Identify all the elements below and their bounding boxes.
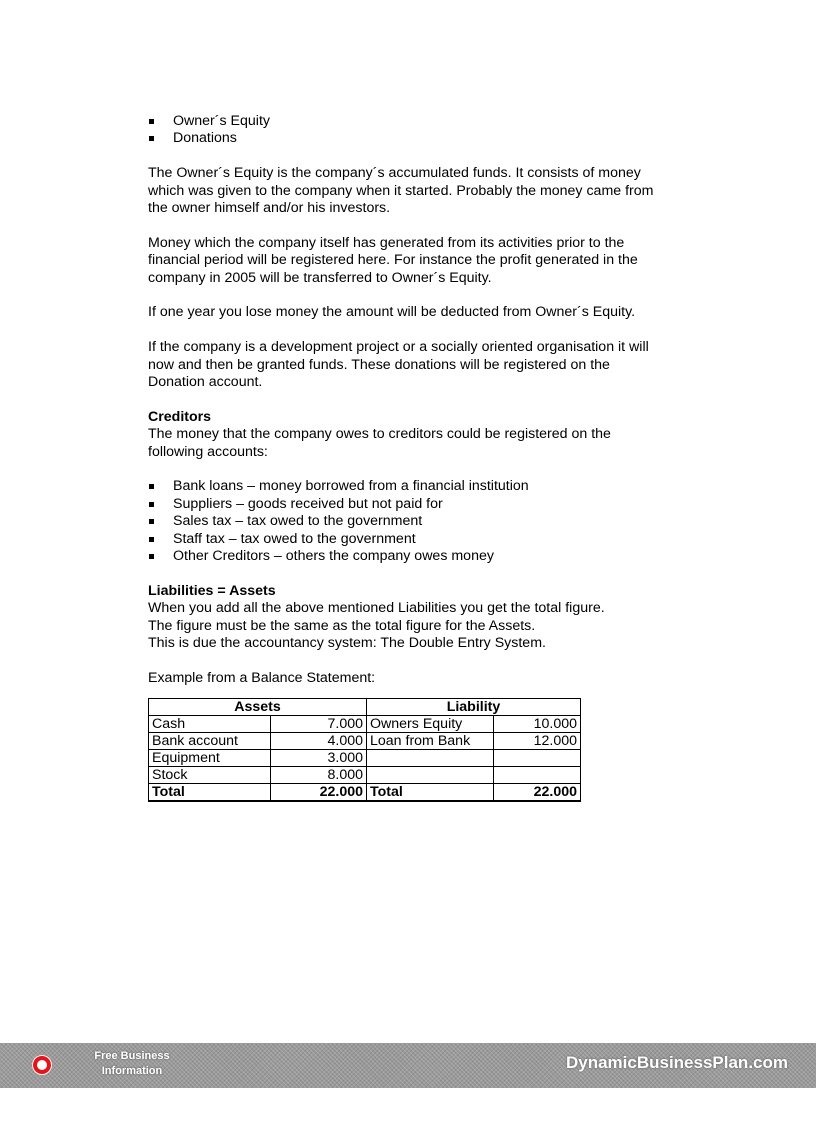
total-assets-cell: 22.000 bbox=[271, 784, 367, 802]
table-total-row bbox=[149, 784, 581, 802]
paragraph-generated-money: Money which the company itself has generated from its activities prior to the financial period will be registered here. For instance the profit generated in the company in 2005 will be transferred to Owner´s Equity. bbox=[148, 234, 638, 286]
liability-header: Liability bbox=[367, 699, 581, 716]
asset-name-cell: Bank account bbox=[149, 733, 271, 750]
asset-name-cell: Equipment bbox=[149, 750, 271, 767]
paragraph-donations: If the company is a development project or a socially oriented organisation it will now and then be granted funds. These donations will be registered on the Donation account. bbox=[148, 339, 649, 391]
table-row bbox=[149, 733, 581, 750]
liability-name-cell bbox=[367, 767, 494, 784]
page-footer bbox=[0, 1043, 816, 1088]
total-label-cell: Total bbox=[367, 784, 494, 802]
list-item: Donations bbox=[148, 130, 668, 147]
paragraph-lose-money: If one year you lose money the amount will be deducted from Owner´s Equity. bbox=[148, 304, 636, 321]
asset-value-cell: 8.000 bbox=[271, 767, 367, 784]
assets-header: Assets bbox=[149, 699, 367, 716]
list-item: Sales tax – tax owed to the government bbox=[148, 513, 668, 530]
creditors-list bbox=[148, 478, 668, 565]
table-header-row bbox=[149, 699, 581, 716]
asset-value-cell: 4.000 bbox=[271, 733, 367, 750]
liabilities-line: When you add all the above mentioned Liabilities you get the total figure. bbox=[148, 600, 605, 617]
liability-value-cell bbox=[494, 767, 581, 784]
balance-statement-table bbox=[148, 698, 581, 802]
footer-logo-text bbox=[87, 1049, 177, 1079]
list-item: Bank loans – money borrowed from a financial institution bbox=[148, 478, 668, 495]
liability-value-cell: 12.000 bbox=[494, 733, 581, 750]
total-liability-cell: 22.000 bbox=[494, 784, 581, 802]
paragraph-owners-equity: The Owner´s Equity is the company´s accumulated funds. It consists of money which was given to the company when it started. Probably the money came from the owner himself and/or his investors. bbox=[148, 165, 654, 217]
liability-name-cell: Loan from Bank bbox=[367, 733, 494, 750]
liability-value-cell bbox=[494, 750, 581, 767]
asset-value-cell: 3.000 bbox=[271, 750, 367, 767]
liabilities-line: This is due the accountancy system: The Double Entry System. bbox=[148, 635, 546, 652]
footer-site-link[interactable]: DynamicBusinessPlan.com bbox=[565, 1053, 788, 1072]
asset-name-cell: Cash bbox=[149, 716, 271, 733]
table-row bbox=[149, 716, 581, 733]
document-body bbox=[148, 113, 668, 802]
list-item: Owner´s Equity bbox=[148, 113, 668, 130]
liabilities-line: The figure must be the same as the total figure for the Assets. bbox=[148, 617, 536, 634]
creditors-heading: Creditors bbox=[148, 408, 212, 425]
logo-text-line: Information bbox=[101, 1065, 163, 1077]
list-item: Other Creditors – others the company owes money bbox=[148, 548, 668, 565]
liability-name-cell bbox=[367, 750, 494, 767]
liability-value-cell: 10.000 bbox=[494, 716, 581, 733]
table-row bbox=[149, 767, 581, 784]
liability-name-cell: Owners Equity bbox=[367, 716, 494, 733]
asset-value-cell: 7.000 bbox=[271, 716, 367, 733]
list-item: Staff tax – tax owed to the government bbox=[148, 531, 668, 548]
list-item: Suppliers – goods received but not paid for bbox=[148, 496, 668, 513]
creditors-intro: The money that the company owes to creditors could be registered on the following accounts: bbox=[148, 426, 611, 460]
logo-ring-icon bbox=[32, 1055, 52, 1075]
logo-text-line: Free Business bbox=[94, 1050, 170, 1062]
total-label-cell: Total bbox=[149, 784, 271, 802]
asset-name-cell: Stock bbox=[149, 767, 271, 784]
liabilities-heading: Liabilities = Assets bbox=[148, 582, 276, 599]
table-row bbox=[149, 750, 581, 767]
equity-bullet-list bbox=[148, 113, 668, 148]
example-label: Example from a Balance Statement: bbox=[148, 669, 376, 686]
